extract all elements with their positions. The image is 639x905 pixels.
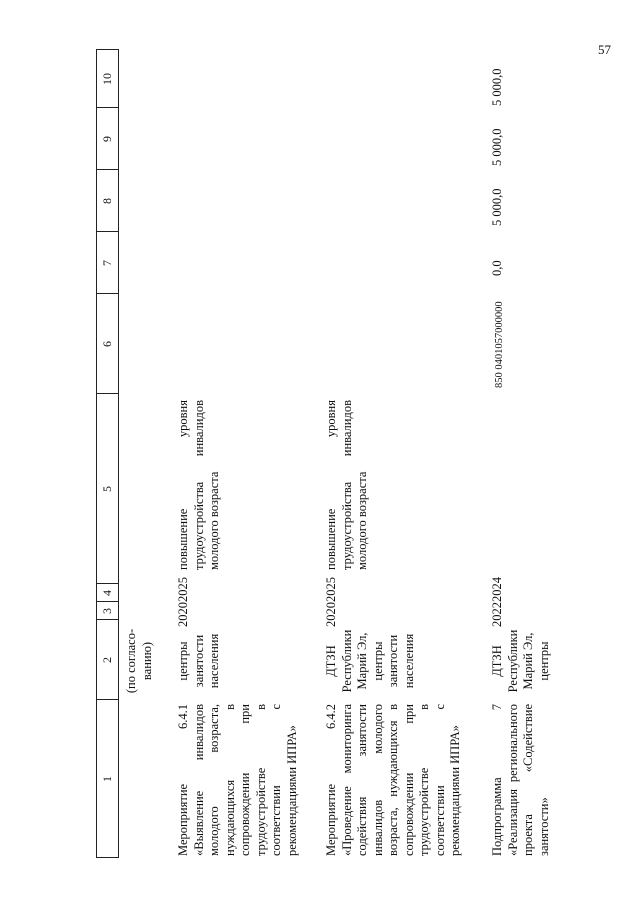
- col-header-8: 8: [100, 198, 114, 204]
- row1-executor: центры занятости населения: [176, 633, 221, 689]
- row2-result: повышение уровня трудоустройства инвалидов молодого возраста: [324, 400, 369, 570]
- row3-end-year: 2024: [490, 577, 504, 602]
- col-header-1: 1: [100, 776, 114, 782]
- col-header-5: 5: [100, 486, 114, 492]
- col-header-2: 2: [100, 657, 114, 663]
- row2-start-year: 2020: [324, 602, 338, 627]
- row1-result: повышение уровня трудоустройства инвалидов молодого возраста: [176, 400, 221, 570]
- row3-executor: ДТЗН Республики Марий Эл, центры: [490, 629, 551, 693]
- col-header-4: 4: [100, 590, 114, 596]
- row3-name: Подпрограмма 7 «Реализация регионального проекта «Содействие занятости»: [490, 704, 551, 856]
- header-top-line: [96, 49, 97, 858]
- col-header-3: 3: [100, 608, 114, 614]
- row3-budget-code: 850 0401057000000: [494, 301, 505, 388]
- row3-value-2024: 5 000,0: [490, 128, 504, 166]
- row1-end-year: 2025: [176, 577, 190, 602]
- col-header-10: 10: [100, 73, 114, 85]
- row3-start-year: 2022: [490, 602, 504, 627]
- page-number: 57: [598, 42, 611, 57]
- row2-name: Мероприятие 6.4.2 «Проведение мониторинга содействия занятости инвалидов молодого возраста, нуждающихся в сопровождении при трудоустройстве в соответствии с рекомендациями ИПРА»: [324, 704, 462, 856]
- header-bottom-line: [118, 49, 119, 858]
- row3-value-2025: 5 000,0: [490, 68, 504, 106]
- col-header-9: 9: [100, 136, 114, 142]
- row1-name: Мероприятие 6.4.1 «Выявление инвалидов молодого возраста, нуждающихся в сопровождении при трудоустройстве в соответствии с рекомендациями ИПРА»: [176, 704, 299, 856]
- row0-executor: (по согласо-ванию): [124, 628, 154, 694]
- col-header-6: 6: [100, 341, 114, 347]
- row2-executor: ДТЗН Республики Марий Эл, центры занятости населения: [324, 629, 416, 693]
- rotated-table: [96, 49, 551, 858]
- row3-value-2023: 5 000,0: [490, 188, 504, 226]
- col-header-7: 7: [100, 260, 114, 266]
- row1-start-year: 2020: [176, 602, 190, 627]
- row2-end-year: 2025: [324, 577, 338, 602]
- row3-value-2022: 0,0: [490, 260, 504, 276]
